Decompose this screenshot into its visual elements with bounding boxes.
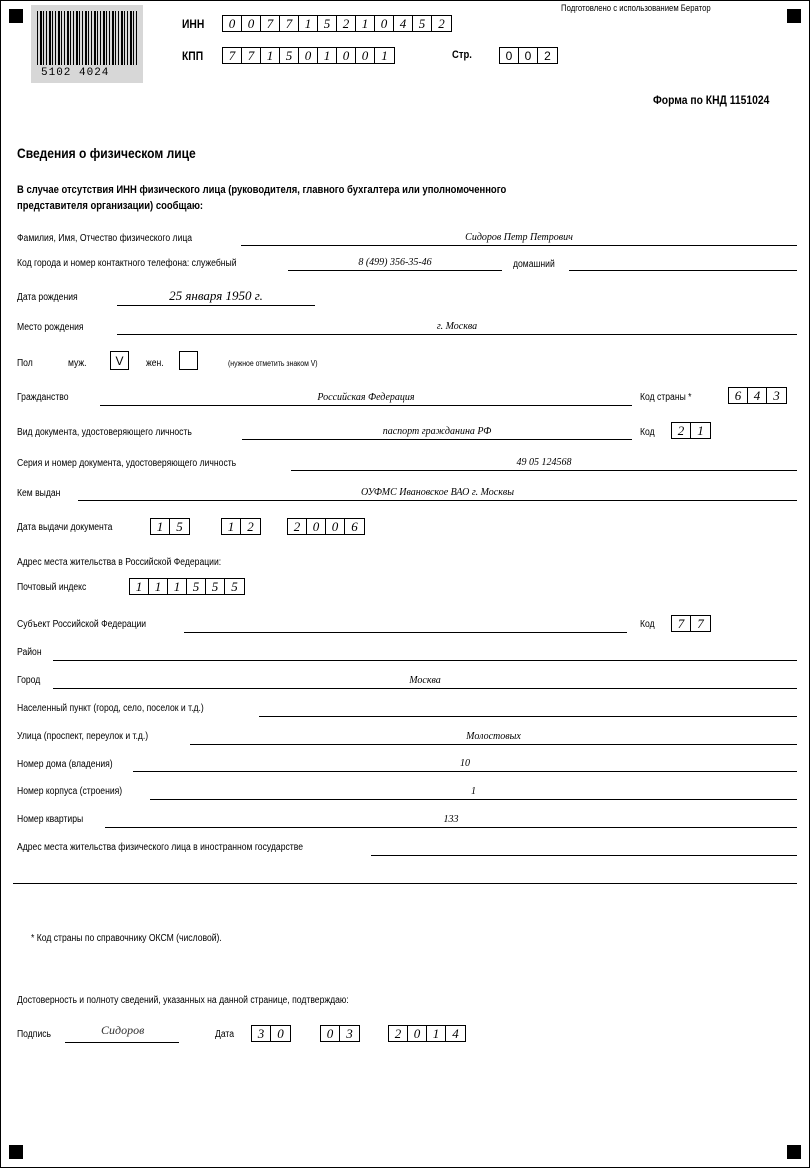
birthdate-label: Дата рождения [17,292,78,303]
fio-label: Фамилия, Имя, Отчество физического лица [17,233,193,244]
digit-cell: 0 [500,48,519,63]
apartment-value[interactable]: 133 [443,814,459,825]
digit-cell: 7 [223,48,242,63]
digit-cell: 0 [321,1026,340,1041]
page-cells [499,47,558,64]
corner-marker [787,1145,801,1159]
street-line [190,744,797,745]
digit-cell: 0 [519,48,538,63]
male-label: муж. [68,358,87,369]
issue-year-cells[interactable] [287,518,365,535]
apartment-label: Номер квартиры [17,814,84,825]
digit-cell: 2 [672,423,691,438]
region-code-cells[interactable] [671,615,711,632]
digit-cell: 5 [231,578,238,594]
sign-month-cells[interactable] [320,1025,360,1042]
digit-cell: 0 [277,1025,284,1041]
barcode [31,5,143,83]
digit-cell: 2 [544,48,551,63]
page-label: Стр. [452,49,472,61]
digit-cell: 1 [261,48,280,63]
doc-code-label: Код [640,427,655,438]
digit-cell: 0 [337,48,356,63]
footnote: * Код страны по справочнику ОКСМ (числовой). [31,933,222,944]
digit-cell: 1 [222,519,241,534]
barcode-bars [37,11,137,65]
digit-cell: 5 [280,48,299,63]
digit-cell: 1 [318,48,337,63]
fio-line [241,245,797,246]
digit-cell: 0 [326,519,345,534]
building-label: Номер корпуса (строения) [17,786,123,797]
street-label: Улица (проспект, переулок и т.д.) [17,731,149,742]
signature-label: Подпись [17,1029,52,1040]
address-header: Адрес места жительства в Российской Федерации: [17,557,222,568]
digit-cell: 0 [242,16,261,31]
digit-cell: 5 [318,16,337,31]
apartment-line [105,827,797,828]
citizenship-line [100,405,632,406]
digit-cell: 2 [389,1026,408,1041]
issue-day-cells[interactable] [150,518,190,535]
issued-by-label: Кем выдан [17,488,61,499]
signature[interactable]: Сидоров [101,1023,145,1037]
home-phone-label: домашний [513,259,555,270]
digit-cell: 2 [337,16,356,31]
digit-cell: 1 [381,47,388,63]
district-line [53,660,797,661]
digit-cell: 5 [206,579,225,594]
digit-cell: 7 [280,16,299,31]
house-line [133,771,797,772]
birthdate-value[interactable]: 25 января 1950 г. [169,288,263,303]
issued-by-line [78,500,797,501]
digit-cell: 1 [697,422,704,438]
digit-cell: 2 [438,15,445,31]
inn-cells [222,15,452,32]
digit-cell: 6 [351,518,358,534]
male-checkbox[interactable]: V [110,351,129,370]
house-value[interactable]: 10 [460,758,470,769]
region-line [184,632,627,633]
phone-label: Код города и номер контактного телефона: служебный [17,258,237,269]
city-line [53,688,797,689]
section-intro: В случае отсутствия ИНН физического лица (руководителя, главного бухгалтера или уполномоченного представителя организации) сообщаю: [17,184,507,212]
digit-cell: 0 [223,16,242,31]
digit-cell: 0 [299,48,318,63]
corner-marker [9,1145,23,1159]
digit-cell: 5 [187,579,206,594]
doc-code-cells[interactable] [671,422,711,439]
corner-marker [787,9,801,23]
home-phone-line [569,270,797,271]
doc-type-line [242,439,632,440]
digit-cell: 0 [356,48,375,63]
birthplace-label: Место рождения [17,322,84,333]
sex-label: Пол [17,358,33,369]
house-label: Номер дома (владения) [17,759,113,770]
form-code: Форма по КНД 1151024 [653,93,770,107]
digit-cell: 7 [672,616,691,631]
issue-date-label: Дата выдачи документа [17,522,113,533]
postcode-cells[interactable] [129,578,245,595]
digit-cell: 0 [307,519,326,534]
building-value[interactable]: 1 [471,786,476,797]
doc-type-value[interactable]: паспорт гражданина РФ [382,426,492,437]
locality-line [259,716,797,717]
digit-cell: 4 [748,388,767,403]
inn-label: ИНН [182,17,205,31]
foreign-address-label: Адрес места жительства физического лица в иностранном государстве [17,842,303,853]
digit-cell: 7 [261,16,280,31]
signature-line [65,1042,179,1043]
digit-cell: 7 [697,615,704,631]
foreign-address-line [371,855,797,856]
female-checkbox[interactable] [179,351,198,370]
corner-marker [9,9,23,23]
issued-by-value[interactable]: ОУФМС Ивановское ВАО г. Москвы [360,487,515,498]
country-code-cells[interactable] [728,387,787,404]
date-label: Дата [215,1029,235,1040]
digit-cell: 1 [299,16,318,31]
city-label: Город [17,675,41,686]
female-label: жен. [146,358,164,369]
phone-line [288,270,502,271]
digit-cell: 1 [168,579,187,594]
digit-cell: 5 [413,16,432,31]
digit-cell: 0 [375,16,394,31]
digit-cell: 1 [356,16,375,31]
issue-month-cells[interactable] [221,518,261,535]
digit-cell: 3 [773,387,780,403]
digit-cell: 1 [130,579,149,594]
sex-note: (нужное отметить знаком V) [228,359,318,368]
doc-number-value[interactable]: 49 05 124568 [516,457,572,468]
digit-cell: 2 [288,519,307,534]
fio-value[interactable]: Сидоров Петр Петрович [465,232,573,243]
kpp-label: КПП [182,49,204,63]
country-code-label: Код страны * [640,392,692,403]
birthdate-line [117,305,315,306]
citizenship-value[interactable]: Российская Федерация [317,392,415,403]
doc-number-line [291,470,797,471]
sign-day-cells[interactable] [251,1025,291,1042]
confirmation-text: Достоверность и полноту сведений, указанных на данной странице, подтверждаю: [17,995,349,1006]
digit-cell: 4 [394,16,413,31]
prepared-note: Подготовлено с использованием Бератор [561,3,711,13]
citizenship-label: Гражданство [17,392,69,403]
district-label: Район [17,647,42,658]
sign-year-cells[interactable] [388,1025,466,1042]
digit-cell: 0 [408,1026,427,1041]
digit-cell: 1 [149,579,168,594]
region-code-label: Код [640,619,655,630]
locality-label: Населенный пункт (город, село, поселок и т.д.) [17,703,204,714]
digit-cell: 3 [346,1025,353,1041]
doc-number-label: Серия и номер документа, удостоверяющего личность [17,458,237,469]
digit-cell: 2 [247,518,254,534]
digit-cell: 1 [151,519,170,534]
birthplace-value[interactable]: г. Москва [436,321,478,332]
kpp-cells [222,47,395,64]
digit-cell: 5 [176,518,183,534]
building-line [150,799,797,800]
region-label: Субъект Российской Федерации [17,619,147,630]
phone-value[interactable]: 8 (499) 356-35-46 [358,257,432,268]
barcode-number: 5102 4024 [41,67,110,79]
birthplace-line [117,334,797,335]
foreign-address-line-2 [13,883,797,884]
city-value[interactable]: Москва [409,675,441,686]
digit-cell: 1 [427,1026,446,1041]
postcode-label: Почтовый индекс [17,582,87,593]
street-value[interactable]: Молостовых [466,731,521,742]
digit-cell: 6 [729,388,748,403]
digit-cell: 4 [452,1025,459,1041]
digit-cell: 3 [252,1026,271,1041]
section-title: Сведения о физическом лице [17,145,196,161]
doc-type-label: Вид документа, удостоверяющего личность [17,427,192,438]
digit-cell: 7 [242,48,261,63]
